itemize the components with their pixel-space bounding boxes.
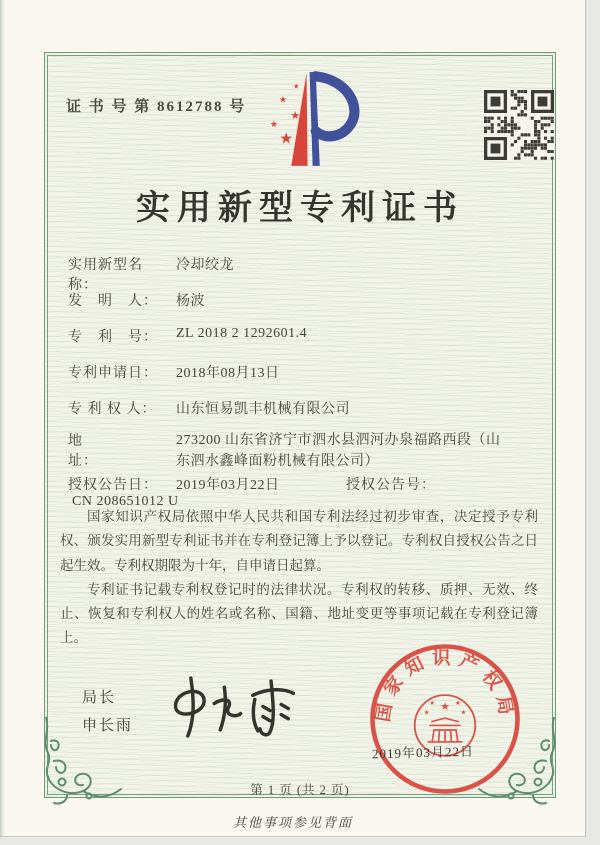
- grant-date-value: 2019年03月22日: [176, 478, 280, 493]
- seal-date: 2019年03月22日: [371, 743, 475, 762]
- director-signature: [165, 673, 303, 739]
- legal-paragraph-1: 国家知识产权局依照中华人民共和国专利法经过初步审查，决定授予专利权、颁发实用新型专利证书并在专利登记簿上予以登记。专利权自授权公告之日起生效。专利权期限为十年，自申请日起算。: [60, 509, 538, 573]
- field-label: 地 址：: [68, 434, 143, 469]
- field-label: 专 利 权 人：: [68, 402, 157, 417]
- field-value: 冷却绞龙: [176, 258, 234, 273]
- qr-code: [484, 90, 554, 160]
- seal-text: 国家知识产权局: [372, 648, 518, 724]
- legal-paragraph-2: 专利证书记载专利权登记时的法律状况。专利权的转移、质押、无效、终止、恢复和专利权人的姓名或名称、国籍、地址变更等事项记载在专利登记簿上。: [60, 581, 538, 646]
- cnipa-logo-icon: [250, 62, 360, 174]
- field-value: ZL 2018 2 1292601.4: [176, 326, 308, 341]
- field-label: 专 利 号：: [68, 330, 158, 345]
- field-label: 发 明 人：: [68, 294, 158, 309]
- legal-text: [60, 505, 538, 651]
- grant-number-value: CN 208651012 U: [72, 494, 179, 509]
- grant-number-label: 授权公告号：: [346, 478, 436, 493]
- grant-date-label: 授权公告日：: [68, 478, 158, 493]
- certificate-number: 证 书 号 第 8612788 号: [66, 99, 247, 115]
- svg-text:★: ★: [460, 709, 467, 717]
- field-value: 2018年08月13日: [176, 366, 280, 381]
- svg-text:★: ★: [423, 709, 430, 717]
- director-title: 局长: [82, 690, 117, 706]
- field-value: 杨波: [176, 294, 205, 309]
- field-inventor: [68, 290, 205, 310]
- svg-text:★: ★: [279, 130, 294, 148]
- svg-text:★: ★: [290, 110, 301, 123]
- svg-text:★: ★: [293, 82, 300, 91]
- field-patentee: [68, 398, 350, 418]
- svg-text:★: ★: [278, 94, 288, 105]
- field-filing-date: [68, 362, 280, 382]
- svg-text:★: ★: [440, 700, 450, 713]
- field-address: [68, 430, 512, 472]
- svg-text:★: ★: [454, 700, 461, 708]
- field-patent-number: [68, 326, 307, 346]
- svg-text:★: ★: [269, 119, 279, 130]
- field-value: 山东恒易凯丰机械有限公司: [176, 402, 350, 417]
- cnipa-seal-icon: [360, 641, 530, 797]
- page-number: 第 1 页 (共 2 页): [250, 783, 350, 797]
- field-utility-model-name: [68, 254, 234, 294]
- field-label: 专利申请日：: [68, 366, 158, 381]
- back-note: 其他事项参见背面: [232, 815, 353, 830]
- field-label: 实用新型名称：: [68, 258, 143, 293]
- certificate-title: 实用新型专利证书: [136, 190, 464, 227]
- svg-text:★: ★: [429, 700, 436, 708]
- director-name: 申长雨: [82, 718, 134, 734]
- field-value: 273200 山东省济宁市泗水县泗河办泉福路西段（山东泗水鑫峰面粉机械有限公司）: [176, 433, 501, 469]
- scan-edge-shadow: [0, 0, 5, 837]
